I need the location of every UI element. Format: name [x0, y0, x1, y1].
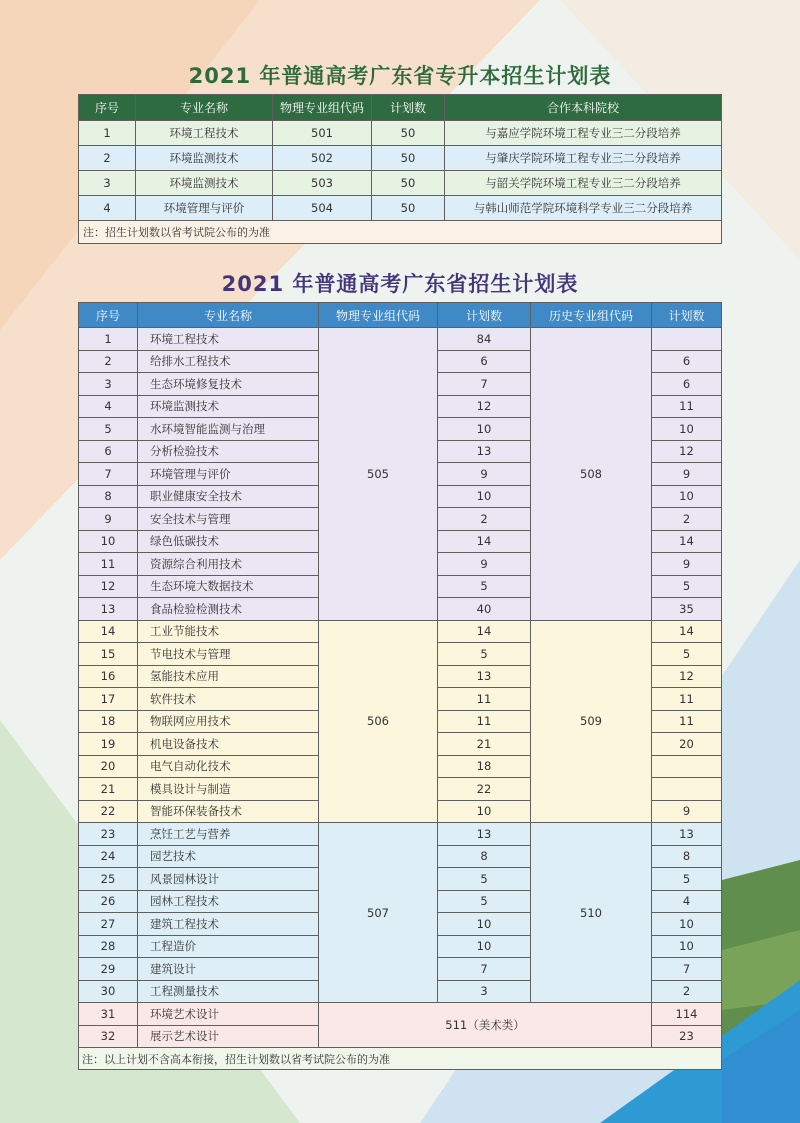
- cell-phys-plan: 6: [438, 350, 531, 373]
- cell-phys-plan: 7: [438, 373, 531, 396]
- cell-index: 10: [79, 530, 138, 553]
- cell-phys-plan: 3: [438, 980, 531, 1003]
- cell-index: 23: [79, 823, 138, 846]
- cell-major: 环境工程技术: [138, 328, 319, 351]
- cell-phys-plan: 5: [438, 575, 531, 598]
- cell-major: 机电设备技术: [138, 733, 319, 756]
- page-title-enrollment-plan: 2021 年普通高考广东省招生计划表: [221, 272, 579, 296]
- cell-hist-plan: 10: [652, 485, 722, 508]
- cell-index: 16: [79, 665, 138, 688]
- cell-major: 展示艺术设计: [138, 1025, 319, 1048]
- cell-major: 建筑工程技术: [138, 913, 319, 936]
- page-title-upgrade-plan: 2021 年普通高考广东省专升本招生计划表: [188, 64, 612, 88]
- cell-hist-plan: 6: [652, 373, 722, 396]
- cell-index: 1: [79, 328, 138, 351]
- col-header-partner: 合作本科院校: [445, 95, 722, 121]
- cell-index: 12: [79, 575, 138, 598]
- cell-phys-plan: 9: [438, 553, 531, 576]
- cell-major: 工程造价: [138, 935, 319, 958]
- upgrade-plan-table: [78, 94, 722, 244]
- cell-phys-plan: 8: [438, 845, 531, 868]
- cell-hist-plan: 9: [652, 463, 722, 486]
- enrollment-plan-table: [78, 302, 722, 1070]
- cell-hist-plan: 114: [652, 1003, 722, 1026]
- cell-hist-plan: 14: [652, 620, 722, 643]
- cell-hist-plan: 5: [652, 575, 722, 598]
- table-row: [79, 146, 722, 171]
- cell-index: 2: [79, 350, 138, 373]
- cell-major: 环境艺术设计: [138, 1003, 319, 1026]
- cell-index: 2: [79, 146, 136, 171]
- cell-major: 物联网应用技术: [138, 710, 319, 733]
- cell-index: 4: [79, 395, 138, 418]
- cell-index: 11: [79, 553, 138, 576]
- cell-phys-plan: 13: [438, 823, 531, 846]
- cell-phys-plan: 10: [438, 935, 531, 958]
- cell-index: 19: [79, 733, 138, 756]
- cell-phys-plan: 13: [438, 665, 531, 688]
- cell-hist-plan: 7: [652, 958, 722, 981]
- cell-phys-plan: 40: [438, 598, 531, 621]
- table-note: 注：招生计划数以省考试院公布的为准: [79, 221, 722, 244]
- cell-phys-plan: 21: [438, 733, 531, 756]
- cell-hist-plan: 8: [652, 845, 722, 868]
- cell-major: 环境监测技术: [138, 395, 319, 418]
- cell-hist-plan: 5: [652, 868, 722, 891]
- cell-phys-plan: 22: [438, 778, 531, 801]
- table-header-row: [79, 95, 722, 121]
- cell-phys-plan: 11: [438, 710, 531, 733]
- cell-hist-plan: 14: [652, 530, 722, 553]
- cell-index: 9: [79, 508, 138, 531]
- col-header-major: 专业名称: [138, 303, 319, 328]
- cell-index: 1: [79, 121, 136, 146]
- cell-phys-plan: 10: [438, 800, 531, 823]
- cell-index: 28: [79, 935, 138, 958]
- cell-phys-plan: 13: [438, 440, 531, 463]
- cell-major: 分析检验技术: [138, 440, 319, 463]
- cell-hist-group-code: 508: [531, 328, 652, 621]
- col-header-index: 序号: [79, 303, 138, 328]
- cell-phys-plan: 10: [438, 913, 531, 936]
- table-row: [79, 328, 722, 351]
- cell-major: 食品检验检测技术: [138, 598, 319, 621]
- cell-hist-plan: 2: [652, 508, 722, 531]
- col-header-hist-code: 历史专业组代码: [531, 303, 652, 328]
- cell-phys-plan: 2: [438, 508, 531, 531]
- cell-plan: 50: [372, 171, 445, 196]
- cell-index: 20: [79, 755, 138, 778]
- cell-major: 园艺技术: [138, 845, 319, 868]
- cell-hist-plan: 10: [652, 418, 722, 441]
- cell-index: 26: [79, 890, 138, 913]
- cell-hist-plan: 6: [652, 350, 722, 373]
- cell-index: 21: [79, 778, 138, 801]
- cell-index: 13: [79, 598, 138, 621]
- col-header-phys-plan: 计划数: [438, 303, 531, 328]
- cell-hist-plan: 4: [652, 890, 722, 913]
- cell-hist-plan: [652, 328, 722, 351]
- cell-hist-plan: 35: [652, 598, 722, 621]
- cell-phys-code: 501: [273, 121, 372, 146]
- cell-major: 生态环境大数据技术: [138, 575, 319, 598]
- cell-index: 7: [79, 463, 138, 486]
- cell-art-group-code: 511（美术类）: [319, 1003, 652, 1048]
- cell-index: 6: [79, 440, 138, 463]
- cell-hist-plan: 10: [652, 935, 722, 958]
- cell-partner: 与韶关学院环境工程专业三二分段培养: [445, 171, 722, 196]
- cell-index: 17: [79, 688, 138, 711]
- cell-phys-plan: 14: [438, 620, 531, 643]
- cell-hist-plan: 10: [652, 913, 722, 936]
- cell-index: 8: [79, 485, 138, 508]
- cell-major: 工程测量技术: [138, 980, 319, 1003]
- table-row: [79, 823, 722, 846]
- cell-hist-plan: [652, 778, 722, 801]
- table-note-row: [79, 1048, 722, 1070]
- cell-phys-plan: 18: [438, 755, 531, 778]
- cell-major: 水环境智能监测与治理: [138, 418, 319, 441]
- cell-phys-code: 504: [273, 196, 372, 221]
- cell-phys-plan: 10: [438, 418, 531, 441]
- cell-index: 25: [79, 868, 138, 891]
- cell-index: 30: [79, 980, 138, 1003]
- cell-index: 32: [79, 1025, 138, 1048]
- cell-phys-plan: 11: [438, 688, 531, 711]
- cell-major: 氢能技术应用: [138, 665, 319, 688]
- cell-major: 节电技术与管理: [138, 643, 319, 666]
- cell-phys-plan: 5: [438, 890, 531, 913]
- cell-plan: 50: [372, 121, 445, 146]
- cell-phys-plan: 5: [438, 868, 531, 891]
- cell-major: 工业节能技术: [138, 620, 319, 643]
- cell-hist-plan: 12: [652, 665, 722, 688]
- cell-major: 安全技术与管理: [138, 508, 319, 531]
- cell-major: 智能环保装备技术: [138, 800, 319, 823]
- cell-major: 环境监测技术: [136, 146, 273, 171]
- cell-phys-plan: 9: [438, 463, 531, 486]
- table-header-row: [79, 303, 722, 328]
- col-header-phys-code: 物理专业组代码: [273, 95, 372, 121]
- cell-phys-code: 502: [273, 146, 372, 171]
- cell-phys-group-code: 505: [319, 328, 438, 621]
- cell-major: 风景园林设计: [138, 868, 319, 891]
- cell-phys-group-code: 507: [319, 823, 438, 1003]
- cell-index: 29: [79, 958, 138, 981]
- cell-major: 建筑设计: [138, 958, 319, 981]
- cell-index: 3: [79, 171, 136, 196]
- cell-major: 模具设计与制造: [138, 778, 319, 801]
- table-row: [79, 171, 722, 196]
- cell-major: 生态环境修复技术: [138, 373, 319, 396]
- cell-hist-plan: 11: [652, 710, 722, 733]
- col-header-plan: 计划数: [372, 95, 445, 121]
- cell-index: 3: [79, 373, 138, 396]
- col-header-index: 序号: [79, 95, 136, 121]
- cell-plan: 50: [372, 146, 445, 171]
- cell-phys-group-code: 506: [319, 620, 438, 823]
- cell-index: 18: [79, 710, 138, 733]
- cell-hist-plan: 13: [652, 823, 722, 846]
- cell-phys-plan: 14: [438, 530, 531, 553]
- cell-hist-plan: 12: [652, 440, 722, 463]
- col-header-phys-code: 物理专业组代码: [319, 303, 438, 328]
- cell-index: 31: [79, 1003, 138, 1026]
- cell-hist-plan: 23: [652, 1025, 722, 1048]
- cell-major: 环境管理与评价: [136, 196, 273, 221]
- table-note: 注：以上计划不含高本衔接，招生计划数以省考试院公布的为准: [79, 1048, 722, 1070]
- cell-phys-plan: 84: [438, 328, 531, 351]
- cell-hist-group-code: 509: [531, 620, 652, 823]
- cell-hist-plan: 11: [652, 688, 722, 711]
- col-header-hist-plan: 计划数: [652, 303, 722, 328]
- cell-hist-plan: 5: [652, 643, 722, 666]
- cell-major: 环境管理与评价: [138, 463, 319, 486]
- cell-hist-plan: 9: [652, 800, 722, 823]
- cell-index: 4: [79, 196, 136, 221]
- cell-phys-code: 503: [273, 171, 372, 196]
- cell-major: 环境监测技术: [136, 171, 273, 196]
- cell-hist-group-code: 510: [531, 823, 652, 1003]
- col-header-major: 专业名称: [136, 95, 273, 121]
- cell-major: 电气自动化技术: [138, 755, 319, 778]
- cell-major: 环境工程技术: [136, 121, 273, 146]
- cell-hist-plan: 2: [652, 980, 722, 1003]
- cell-hist-plan: 9: [652, 553, 722, 576]
- table-row: [79, 121, 722, 146]
- cell-major: 软件技术: [138, 688, 319, 711]
- cell-plan: 50: [372, 196, 445, 221]
- cell-partner: 与韩山师范学院环境科学专业三二分段培养: [445, 196, 722, 221]
- cell-partner: 与肇庆学院环境工程专业三二分段培养: [445, 146, 722, 171]
- cell-major: 园林工程技术: [138, 890, 319, 913]
- cell-index: 14: [79, 620, 138, 643]
- table-row: [79, 620, 722, 643]
- cell-phys-plan: 5: [438, 643, 531, 666]
- cell-hist-plan: 20: [652, 733, 722, 756]
- cell-phys-plan: 10: [438, 485, 531, 508]
- cell-major: 绿色低碳技术: [138, 530, 319, 553]
- cell-major: 给排水工程技术: [138, 350, 319, 373]
- cell-phys-plan: 7: [438, 958, 531, 981]
- cell-index: 27: [79, 913, 138, 936]
- table-note-row: [79, 221, 722, 244]
- cell-partner: 与嘉应学院环境工程专业三二分段培养: [445, 121, 722, 146]
- cell-major: 资源综合利用技术: [138, 553, 319, 576]
- cell-index: 24: [79, 845, 138, 868]
- cell-major: 职业健康安全技术: [138, 485, 319, 508]
- table-row: [79, 196, 722, 221]
- cell-phys-plan: 12: [438, 395, 531, 418]
- cell-hist-plan: 11: [652, 395, 722, 418]
- table-row: [79, 1003, 722, 1026]
- cell-hist-plan: [652, 755, 722, 778]
- cell-index: 15: [79, 643, 138, 666]
- cell-index: 22: [79, 800, 138, 823]
- cell-index: 5: [79, 418, 138, 441]
- cell-major: 烹饪工艺与营养: [138, 823, 319, 846]
